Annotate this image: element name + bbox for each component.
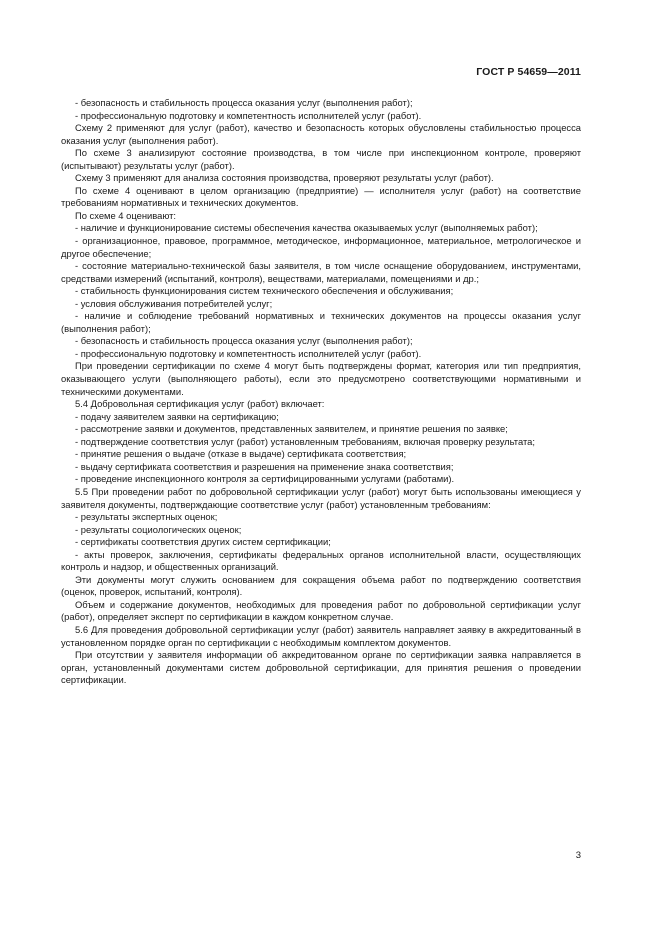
paragraph: По схеме 4 оценивают в целом организацию (предприятие) — исполнителя услуг (работ) на соответствие требованиям нормативных и технических документов.: [61, 184, 581, 209]
paragraph: - акты проверок, заключения, сертификаты федеральных органов исполнительной власти, осуществляющих контроль и надзор, и общественных организаций.: [61, 548, 581, 573]
paragraph: Эти документы могут служить основанием для сокращения объема работ по подтверждению соответствия (оценок, проверок, испытаний, контроля).: [61, 573, 581, 598]
paragraph: - организационное, правовое, программное, методическое, информационное, материальное, метрологическое и другое обеспечение;: [61, 235, 581, 259]
paragraph: 5.5 При проведении работ по добровольной сертификации услуг (работ) могут быть использованы имеющиеся у заявителя документы, подтверждающие соответствие услуг (работ) установленным требованиям:: [61, 485, 581, 510]
paragraph: Схему 2 применяют для услуг (работ), качество и безопасность которых обусловлены стабильностью процесса оказания услуг (выполнения работ).: [61, 122, 581, 146]
paragraph: По схеме 4 оценивают:: [75, 209, 177, 221]
paragraph: - наличие и соблюдение требований нормативных и технических документов на процессы оказания услуг (выполнения работ);: [61, 310, 581, 334]
paragraph: - состояние материально-технической базы заявителя, в том числе оснащение оборудованием, инструментами, средствами измерений (испытаний, контроля), веществами, материалами, помещениями и др.;: [61, 260, 581, 284]
paragraph: - наличие и функционирование системы обеспечения качества оказываемых услуг (выполняемых работ);: [75, 222, 538, 234]
page-number: 3: [575, 850, 581, 861]
paragraph: - рассмотрение заявки и документов, представленных заявителем, и принятие решения по заявке;: [75, 423, 508, 435]
paragraph: - результаты экспертных оценок;: [75, 511, 218, 523]
paragraph: - принятие решения о выдаче (отказе в выдаче) сертификата соответствия;: [75, 448, 407, 460]
paragraph: - подтверждение соответствия услуг (работ) установленным требованиям, включая проверку результата;: [75, 435, 535, 447]
document-code-header: ГОСТ Р 54659—2011: [476, 66, 581, 78]
paragraph: Схему 3 применяют для анализа состояния производства, проверяют результаты услуг (работ).: [75, 172, 494, 184]
paragraph: Объем и содержание документов, необходимых для проведения работ по добровольной сертификации услуг (работ), определяет эксперт по сертификации в каждом конкретном случае.: [61, 598, 581, 623]
paragraph: - проведение инспекционного контроля за сертифицированными услугами (работами).: [75, 473, 455, 485]
paragraph: - условия обслуживания потребителей услуг;: [75, 297, 273, 309]
paragraph: При отсутствии у заявителя информации об аккредитованном органе по сертификации заявка направляется в орган, установленный документами систем добровольной сертификации, для принятия решения о проведении сертификации.: [61, 649, 581, 686]
paragraph: - подачу заявителем заявки на сертификацию;: [75, 410, 279, 422]
paragraph: - безопасность и стабильность процесса оказания услуг (выполнения работ);: [75, 335, 413, 347]
paragraph: При проведении сертификации по схеме 4 могут быть подтверждены формат, категория или тип предприятия, оказывающего услуги (выполняющего работы), если это предусмотрено соответствующими нормативными и техническими документами.: [61, 360, 581, 397]
paragraph: - результаты социологических оценок;: [75, 523, 242, 535]
paragraph: - профессиональную подготовку и компетентность исполнителей услуг (работ).: [75, 347, 422, 359]
paragraph: - профессиональную подготовку и компетентность исполнителей услуг (работ).: [75, 109, 422, 121]
paragraph: 5.6 Для проведения добровольной сертификации услуг (работ) заявитель направляет заявку в аккредитованный в установленном порядке орган по сертификации с необходимым комплектом документов.: [61, 623, 581, 648]
document-body: [61, 97, 581, 687]
paragraph: - выдачу сертификата соответствия и разрешения на применение знака соответствия;: [75, 460, 454, 472]
paragraph: - безопасность и стабильность процесса оказания услуг (выполнения работ);: [75, 97, 413, 108]
paragraph: - сертификаты соответствия других систем сертификации;: [75, 536, 331, 548]
paragraph: По схеме 3 анализируют состояние производства, в том числе при инспекционном контроле, проверяют (испытывают) результаты услуг (работ).: [61, 147, 581, 171]
paragraph: - стабильность функционирования систем технического обеспечения и обслуживания;: [75, 285, 454, 297]
paragraph: 5.4 Добровольная сертификация услуг (работ) включает:: [75, 398, 325, 410]
